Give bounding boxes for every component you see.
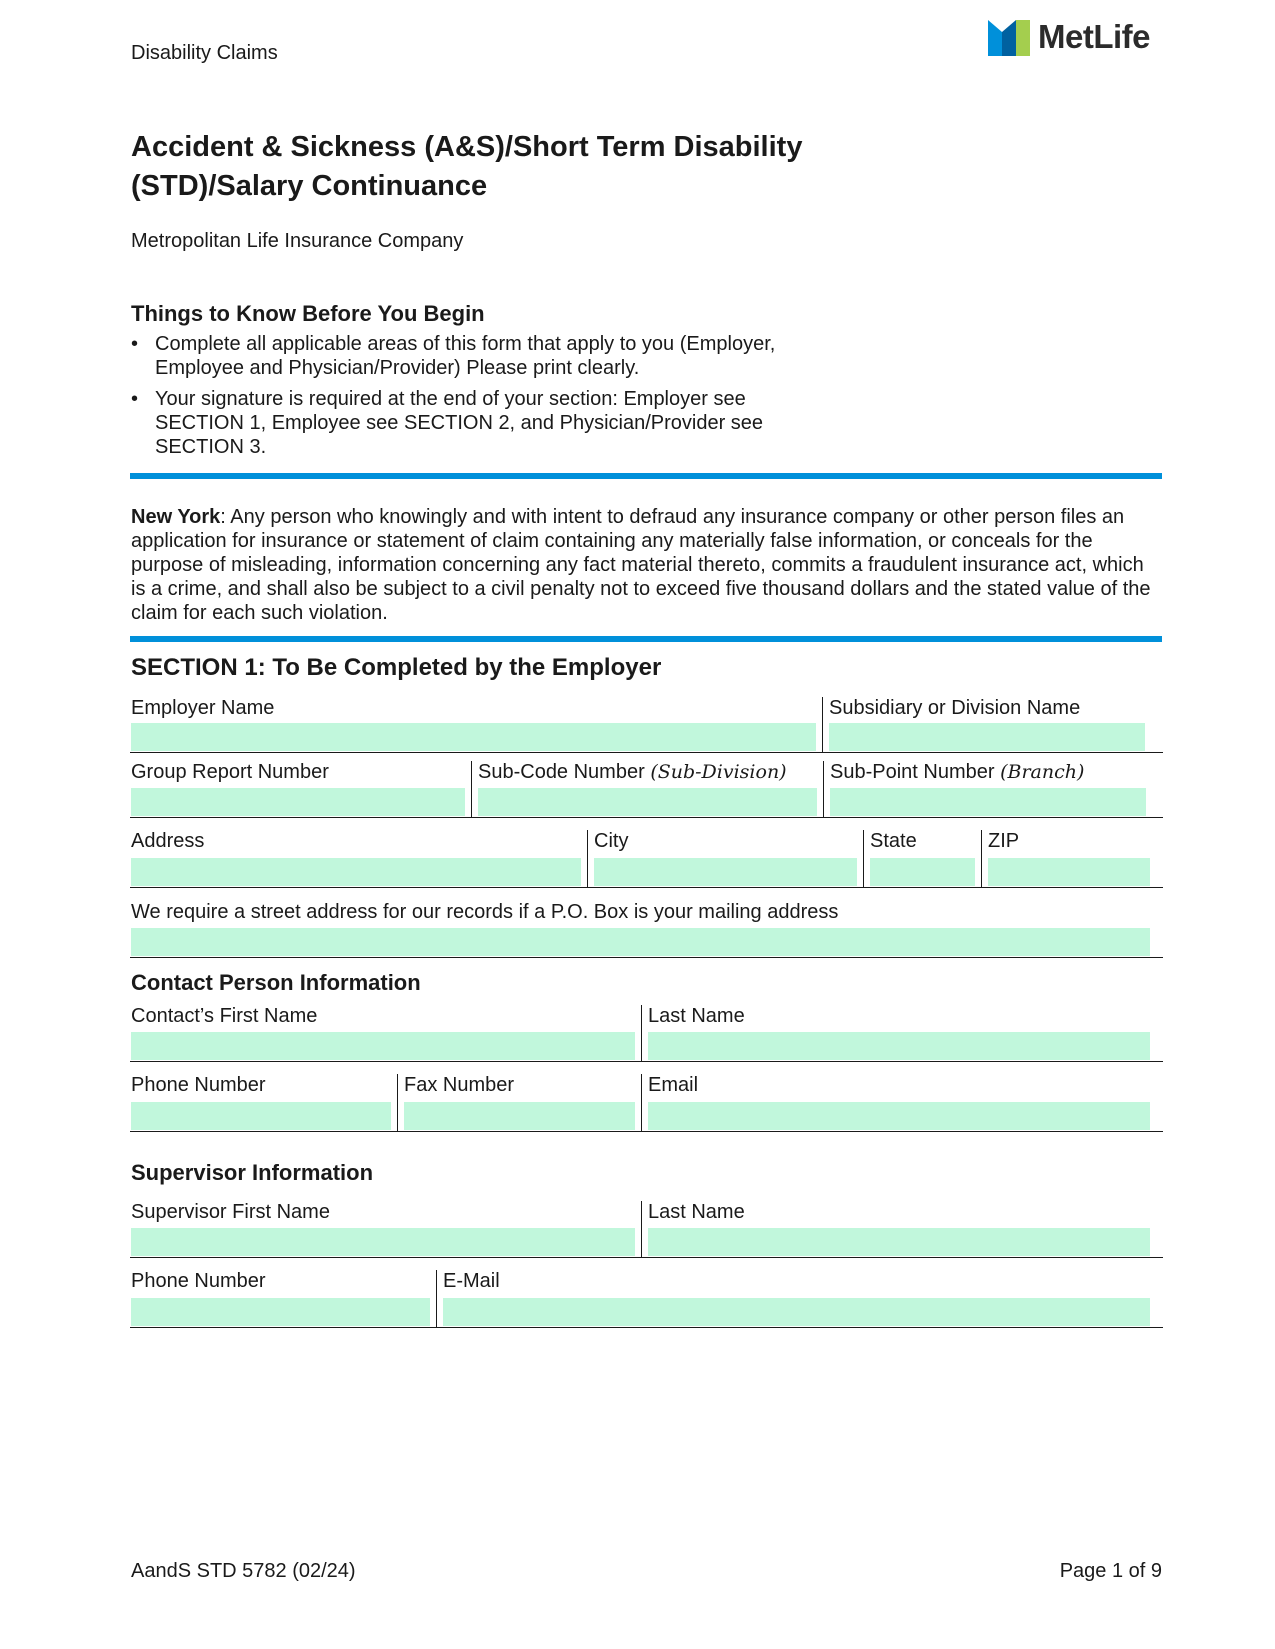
sub-code-label [478, 761, 787, 784]
employer-name-input[interactable] [131, 723, 816, 751]
sub-point-label-text: Sub-Point Number [830, 761, 1001, 783]
field-row-divider [130, 887, 1163, 888]
sub-point-label-italic: (Branch) [1000, 761, 1085, 783]
document-category: Disability Claims [131, 42, 278, 64]
field-row-divider [130, 1131, 1163, 1132]
field-row-divider [130, 1061, 1163, 1062]
supervisor-last-name-input[interactable] [648, 1228, 1150, 1256]
street-address-input[interactable] [131, 928, 1150, 956]
supervisor-email-field [436, 1270, 1156, 1327]
form-title-line-2: (STD)/Salary Continuance [131, 170, 488, 202]
contact-last-name-input[interactable] [648, 1032, 1150, 1060]
section-divider [130, 636, 1162, 642]
supervisor-phone-field [131, 1270, 436, 1327]
zip-field [981, 830, 1156, 887]
sub-point-input[interactable] [830, 788, 1146, 816]
city-field [587, 830, 863, 887]
contact-email-field [641, 1074, 1156, 1131]
subsidiary-input[interactable] [829, 723, 1145, 751]
contact-fax-label: Fax Number [404, 1074, 515, 1096]
zip-input[interactable] [988, 858, 1150, 886]
state-input[interactable] [870, 858, 975, 886]
contact-first-name-input[interactable] [131, 1032, 635, 1060]
metlife-logo [988, 18, 1150, 56]
address-input[interactable] [131, 858, 581, 886]
section-divider [130, 473, 1162, 479]
sub-point-label [830, 761, 1084, 784]
logo-wordmark: MetLife [1038, 18, 1150, 55]
supervisor-first-name-field [131, 1201, 641, 1257]
sub-point-field [823, 761, 1152, 817]
state-field [863, 830, 981, 887]
field-row-divider [130, 752, 1163, 753]
sub-code-label-italic: (Sub-Division) [650, 761, 787, 783]
address-field [131, 830, 587, 887]
group-report-label: Group Report Number [131, 761, 329, 783]
intro-bullet-text: Complete all applicable areas of this form that apply to you (Employer, Employee and Physician/Provider) Please print clearly. [155, 333, 776, 379]
group-report-input[interactable] [131, 788, 465, 816]
section-1-heading: SECTION 1: To Be Completed by the Employer [131, 654, 662, 681]
supervisor-heading: Supervisor Information [131, 1160, 374, 1185]
sub-code-input[interactable] [478, 788, 817, 816]
city-label: City [594, 830, 629, 852]
intro-bullet-text: Your signature is required at the end of your section: Employer see SECTION 1, Employee see SECTION 2, and Physician/Provider see SECTION 3. [155, 388, 764, 458]
bullet-icon: • [131, 333, 139, 355]
supervisor-email-label: E-Mail [443, 1270, 500, 1292]
field-row-divider [130, 817, 1163, 818]
supervisor-email-input[interactable] [443, 1298, 1150, 1326]
fraud-notice [131, 505, 1163, 625]
field-row-divider [130, 1257, 1163, 1258]
bullet-icon: • [131, 388, 139, 410]
supervisor-last-name-label: Last Name [648, 1201, 745, 1223]
street-address-label: We require a street address for our records if a P.O. Box is your mailing address [131, 901, 839, 923]
subsidiary-label: Subsidiary or Division Name [829, 697, 1081, 719]
subsidiary-field [822, 697, 1151, 752]
supervisor-phone-label: Phone Number [131, 1270, 266, 1292]
intro-bullet [131, 387, 791, 459]
contact-phone-field [131, 1074, 397, 1131]
address-label: Address [131, 830, 205, 852]
supervisor-phone-input[interactable] [131, 1298, 430, 1326]
intro-heading: Things to Know Before You Begin [131, 301, 485, 326]
zip-label: ZIP [988, 830, 1020, 852]
sub-code-label-text: Sub-Code Number [478, 761, 651, 783]
contact-first-name-label: Contact’s First Name [131, 1005, 318, 1027]
contact-fax-input[interactable] [404, 1102, 635, 1130]
supervisor-first-name-label: Supervisor First Name [131, 1201, 330, 1223]
contact-email-label: Email [648, 1074, 699, 1096]
intro-bullet [131, 332, 791, 380]
supervisor-last-name-field [641, 1201, 1156, 1257]
company-name: Metropolitan Life Insurance Company [131, 230, 464, 252]
form-title [131, 128, 891, 206]
page-number: Page 1 of 9 [1059, 1560, 1162, 1582]
supervisor-first-name-input[interactable] [131, 1228, 635, 1256]
contact-last-name-label: Last Name [648, 1005, 745, 1027]
form-title-line-1: Accident & Sickness (A&S)/Short Term Disability [131, 131, 803, 163]
contact-last-name-field [641, 1005, 1156, 1061]
form-number: AandS STD 5782 (02/24) [131, 1560, 356, 1582]
metlife-logo-mark-icon [988, 18, 1030, 56]
intro-bullet-list [131, 332, 791, 466]
contact-phone-input[interactable] [131, 1102, 391, 1130]
fraud-notice-text: : Any person who knowingly and with intent to defraud any insurance company or other person files an application for insurance or statement of claim containing any materially false information, or conceals for the purpose of misleading, information concerning any fact material thereto, commits a fraudulent insurance act, which is a crime, and shall also be subject to a civil penalty not to exceed five thousand dollars and the stated value of the claim for each such violation. [131, 506, 1151, 624]
group-report-field [131, 761, 471, 817]
city-input[interactable] [594, 858, 857, 886]
employer-name-label: Employer Name [131, 697, 275, 719]
contact-phone-label: Phone Number [131, 1074, 266, 1096]
contact-heading: Contact Person Information [131, 970, 421, 995]
contact-email-input[interactable] [648, 1102, 1150, 1130]
sub-code-field [471, 761, 823, 817]
contact-first-name-field [131, 1005, 641, 1061]
field-row-divider [130, 1327, 1163, 1328]
fraud-notice-state: New York [131, 506, 221, 528]
field-row-divider [130, 957, 1163, 958]
street-address-field [131, 901, 1156, 957]
employer-name-field [131, 697, 822, 752]
state-label: State [870, 830, 917, 852]
contact-fax-field [397, 1074, 641, 1131]
